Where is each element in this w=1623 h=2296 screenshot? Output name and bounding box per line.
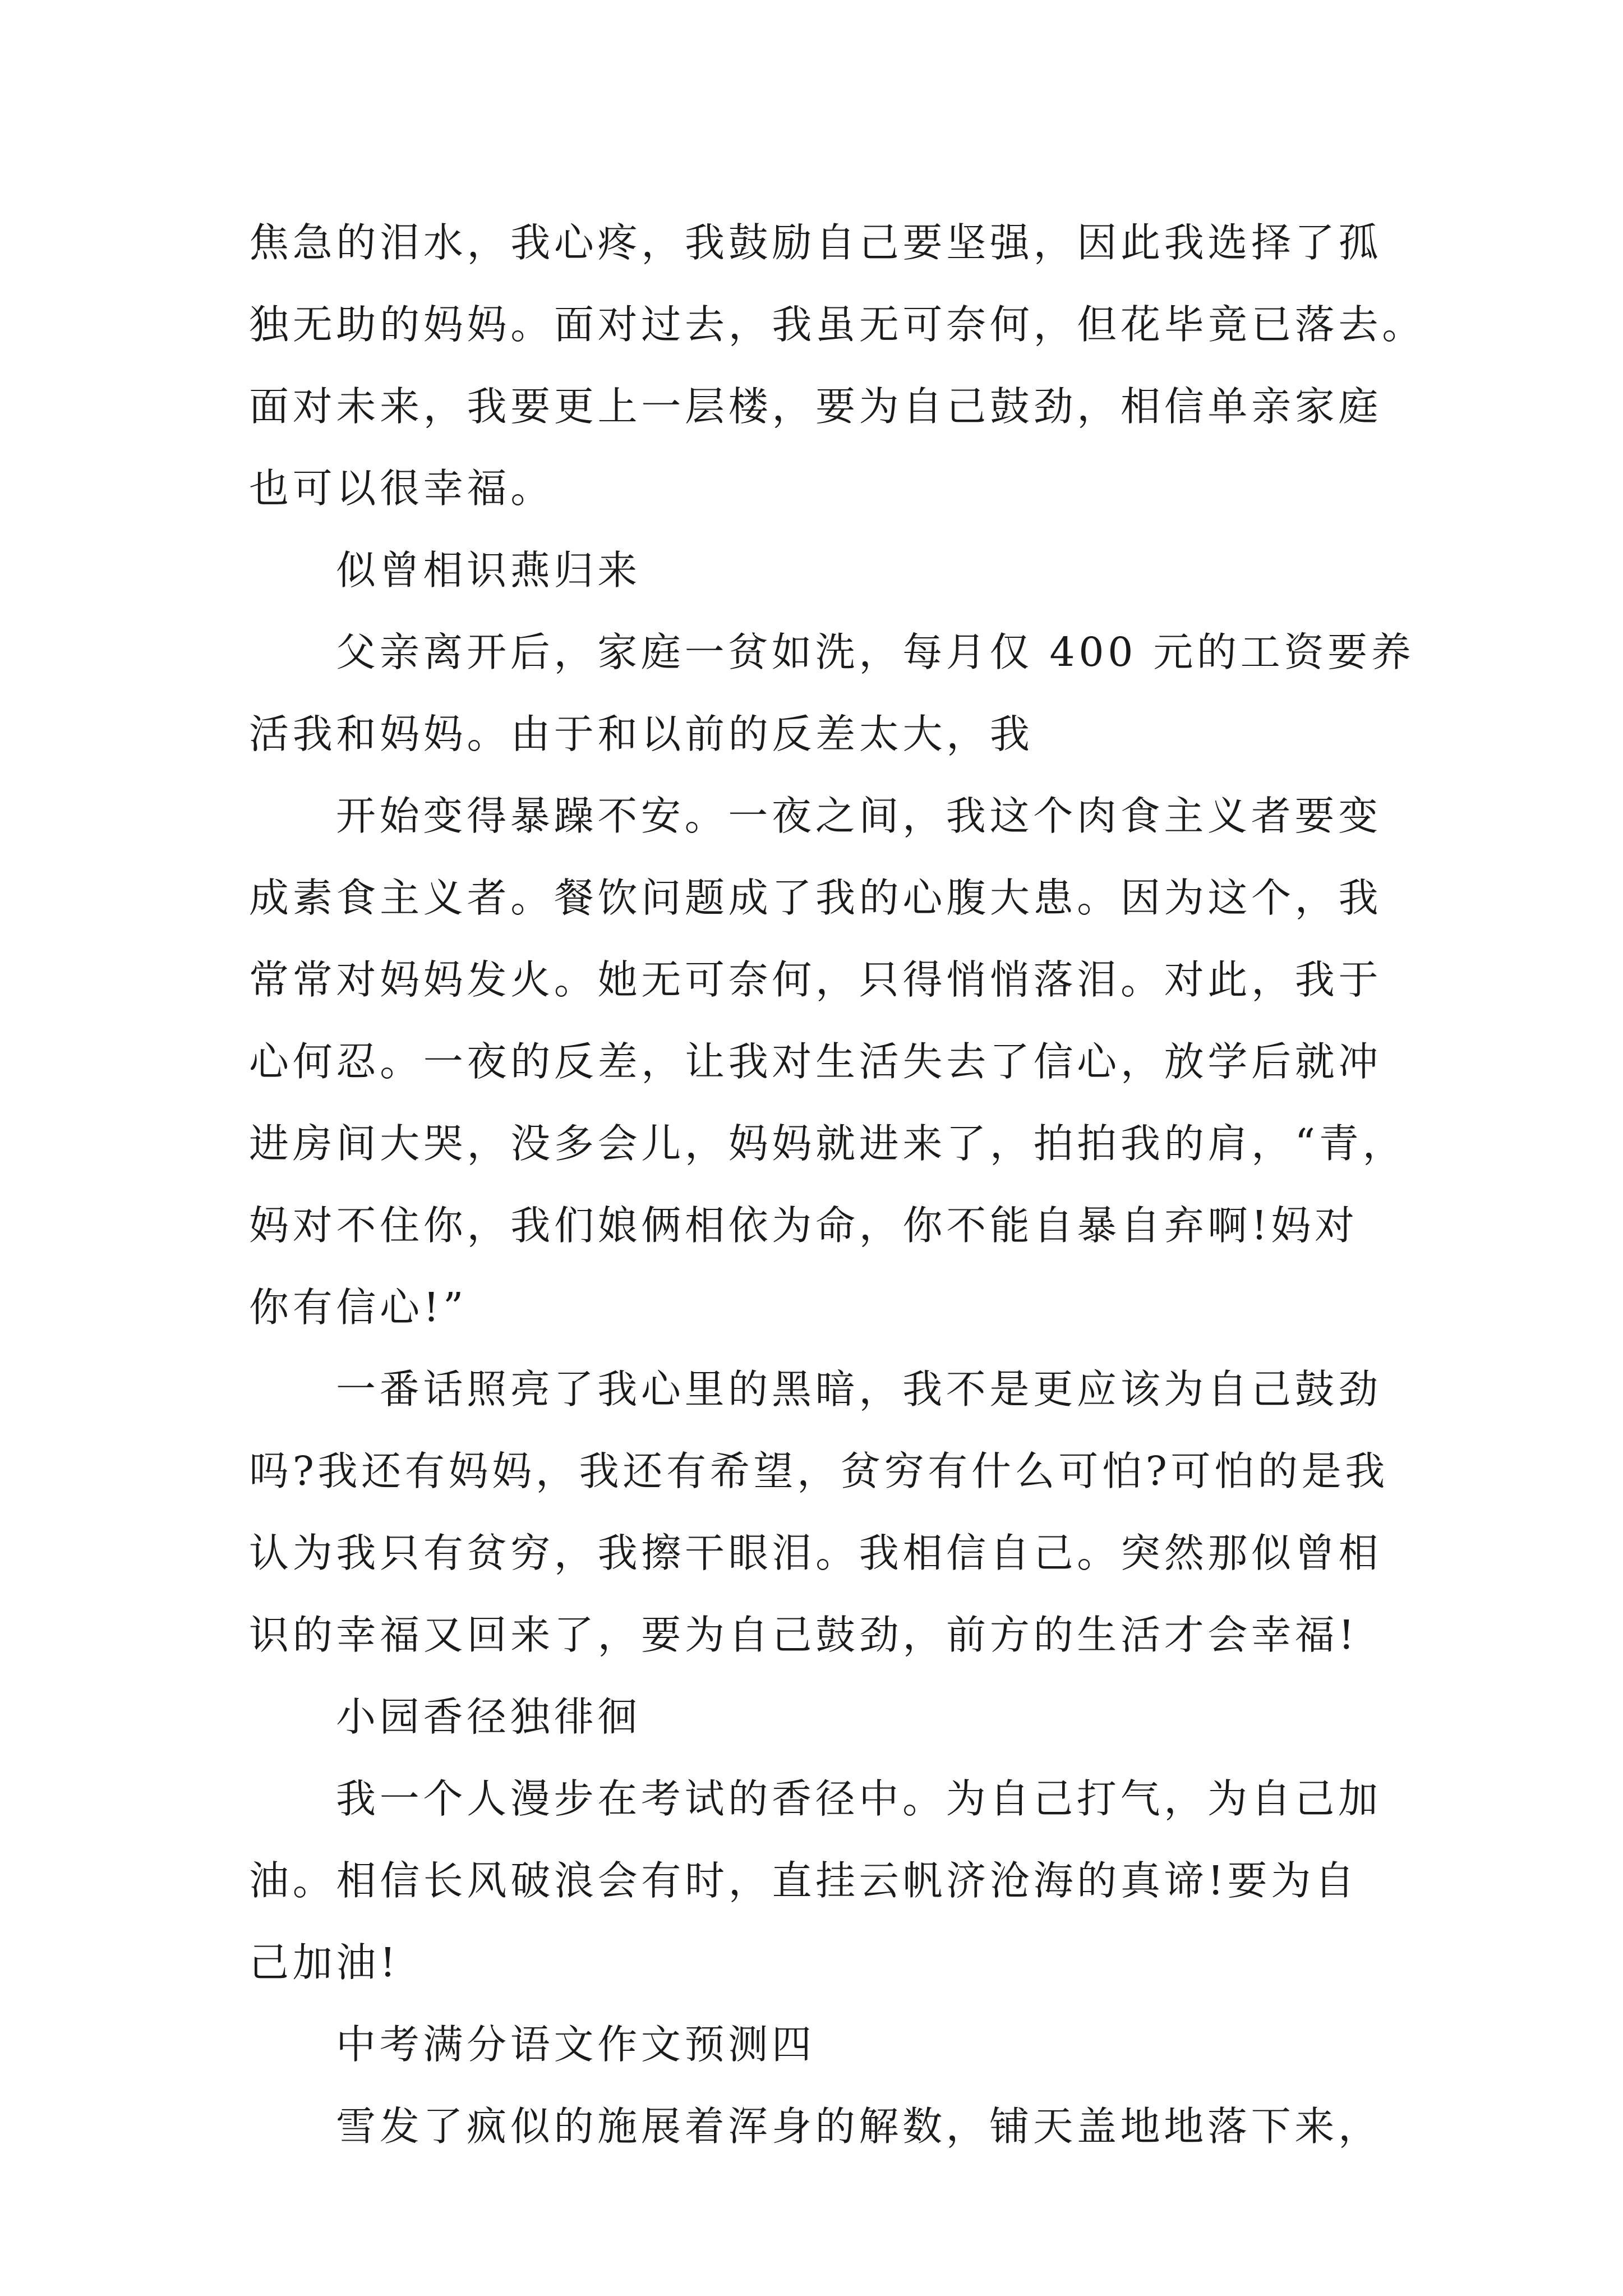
text-line: 父亲离开后，家庭一贫如洗，每月仅 400 元的工资要养: [336, 629, 1415, 675]
section-heading: 似曾相识燕归来: [336, 547, 641, 593]
text-line: 常常对妈妈发火。她无可奈何，只得悄悄落泪。对此，我于: [249, 956, 1382, 1003]
text-line: 识的幸福又回来了，要为自己鼓劲，前方的生活才会幸福!: [249, 1612, 1358, 1658]
text-line: 独无助的妈妈。面对过去，我虽无可奈何，但花毕竟已落去。: [249, 301, 1426, 348]
text-line: 活我和妈妈。由于和以前的反差太大，我: [249, 711, 1034, 757]
text-line: 雪发了疯似的施展着浑身的解数，铺天盖地地落下来，: [336, 2103, 1382, 2150]
text-line: 一番话照亮了我心里的黑暗，我不是更应该为自己鼓劲: [336, 1366, 1382, 1412]
document-page: [249, 202, 1426, 2168]
text-line: 你有信心!”: [249, 1284, 468, 1331]
text-line: 己加油!: [249, 1939, 400, 1986]
section-heading: 小园香径独徘徊: [336, 1694, 641, 1740]
text-line: 油。相信长风破浪会有时，直挂云帆济沧海的真谛!要为自: [249, 1857, 1358, 1904]
text-line: 妈对不住你，我们娘俩相依为命，你不能自暴自弃啊!妈对: [249, 1202, 1358, 1249]
text-line: 认为我只有贫穷，我擦干眼泪。我相信自己。突然那似曾相: [249, 1530, 1382, 1576]
text-line: 心何忍。一夜的反差，让我对生活失去了信心，放学后就冲: [249, 1038, 1382, 1085]
text-line: 面对未来，我要更上一层楼，要为自己鼓劲，相信单亲家庭: [249, 383, 1382, 430]
section-heading: 中考满分语文作文预测四: [336, 2021, 815, 2068]
text-line: 也可以很幸福。: [249, 465, 554, 512]
text-line: 焦急的泪水，我心疼，我鼓励自己要坚强，因此我选择了孤: [249, 219, 1382, 266]
text-line: 吗?我还有妈妈，我还有希望，贫穷有什么可怕?可怕的是我: [249, 1448, 1389, 1494]
text-line: 进房间大哭，没多会儿，妈妈就进来了，拍拍我的肩，“青，: [249, 1120, 1407, 1167]
text-line: 成素食主义者。餐饮问题成了我的心腹大患。因为这个，我: [249, 875, 1382, 921]
text-line: 我一个人漫步在考试的香径中。为自己打气，为自己加: [336, 1775, 1382, 1822]
text-line: 开始变得暴躁不安。一夜之间，我这个肉食主义者要变: [336, 793, 1382, 839]
